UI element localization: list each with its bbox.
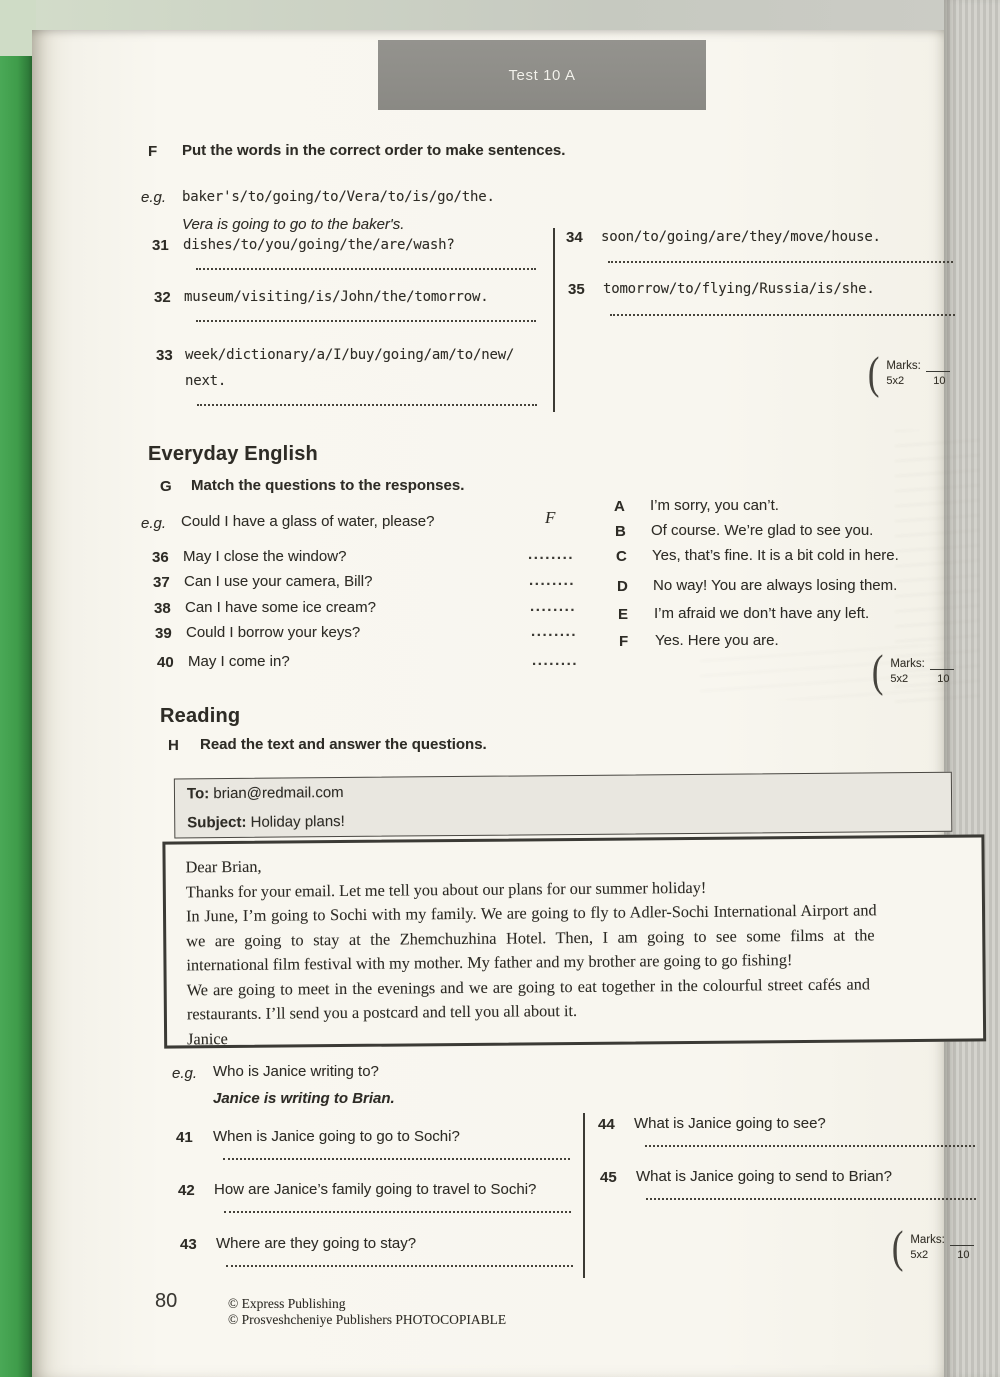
marks-blank bbox=[950, 1233, 974, 1246]
column-divider bbox=[583, 1113, 585, 1278]
response-text: I’m afraid we don’t have any left. bbox=[654, 605, 870, 622]
question-number: 39 bbox=[155, 625, 172, 642]
marks-formula: 5x2 bbox=[890, 672, 909, 685]
email-body-line: we are going to stay at the Zhemchuzhina Hotel. Then, I am going to see some films at the bbox=[186, 924, 875, 950]
bracket-icon: ( bbox=[871, 645, 884, 696]
email-signature: Janice bbox=[187, 1028, 228, 1048]
answer-line bbox=[646, 1198, 976, 1200]
answer-dots: ........ bbox=[528, 546, 575, 563]
answer-line bbox=[197, 404, 537, 406]
marks-box bbox=[866, 347, 951, 398]
response-text: Of course. We’re glad to see you. bbox=[651, 522, 874, 539]
email-to-row bbox=[187, 779, 939, 803]
answer-dots: ........ bbox=[529, 572, 576, 589]
response-letter: D bbox=[617, 578, 628, 595]
email-body-line: Thanks for your email. Let me tell you about our plans for our summer holiday! bbox=[185, 877, 707, 901]
marks-total: 10 bbox=[957, 1248, 970, 1261]
response-text: Yes, that’s fine. It is a bit cold in here. bbox=[652, 547, 899, 564]
item-number: 32 bbox=[154, 289, 171, 306]
example-label: e.g. bbox=[141, 515, 167, 532]
response-letter: B bbox=[615, 523, 626, 540]
question-text: When is Janice going to go to Sochi? bbox=[213, 1128, 460, 1145]
item-prompt-continued: next. bbox=[185, 373, 227, 389]
marks-label: Marks: bbox=[890, 657, 925, 670]
email-to-value: brian@redmail.com bbox=[213, 784, 344, 803]
marks-total: 10 bbox=[937, 672, 950, 685]
question-number: 37 bbox=[153, 574, 170, 591]
item-number: 33 bbox=[156, 347, 173, 364]
email-subject-label: Subject: bbox=[187, 813, 247, 832]
answer-dots: ........ bbox=[530, 598, 577, 615]
item-number: 35 bbox=[568, 281, 585, 298]
section-f-label: F bbox=[148, 143, 158, 160]
question-text: How are Janice’s family going to travel to Sochi? bbox=[214, 1181, 537, 1198]
response-text: Yes. Here you are. bbox=[655, 632, 779, 649]
example-prompt: baker's/to/going/to/Vera/to/is/go/the. bbox=[182, 189, 495, 205]
response-letter: F bbox=[619, 633, 629, 650]
marks-label: Marks: bbox=[886, 359, 921, 372]
item-prompt: soon/to/going/are/they/move/house. bbox=[601, 229, 881, 245]
item-number: 31 bbox=[152, 237, 169, 254]
example-question: Who is Janice writing to? bbox=[213, 1063, 379, 1080]
email-body-line: restaurants. I’ll send you a postcard and tell you all about it. bbox=[186, 1000, 578, 1024]
example-question: Could I have a glass of water, please? bbox=[181, 513, 435, 530]
column-divider bbox=[553, 228, 555, 412]
copyright-line: © Express Publishing bbox=[228, 1296, 346, 1311]
item-number: 34 bbox=[566, 229, 583, 246]
example-answer: Vera is going to go to the baker's. bbox=[182, 216, 405, 233]
question-text: Can I use your camera, Bill? bbox=[184, 573, 373, 590]
item-prompt: dishes/to/you/going/the/are/wash? bbox=[183, 237, 455, 253]
section-g-label: G bbox=[160, 478, 172, 495]
question-text: Can I have some ice cream? bbox=[185, 599, 376, 616]
item-prompt: tomorrow/to/flying/Russia/is/she. bbox=[603, 281, 875, 297]
answer-line bbox=[196, 268, 536, 270]
bracket-icon: ( bbox=[891, 1221, 904, 1272]
example-label: e.g. bbox=[141, 189, 167, 206]
answer-dots: ........ bbox=[532, 652, 579, 669]
question-text: Could I borrow your keys? bbox=[186, 624, 361, 641]
question-number: 42 bbox=[178, 1182, 195, 1199]
email-body bbox=[162, 834, 986, 1048]
section-h-instruction: Read the text and answer the questions. bbox=[200, 736, 487, 753]
marks-box bbox=[890, 1221, 975, 1272]
marks-blank bbox=[930, 657, 954, 670]
copyright-line: © Prosveshcheniye Publishers PHOTOCOPIABLE bbox=[228, 1312, 507, 1327]
answer-line bbox=[226, 1265, 573, 1267]
response-text: No way! You are always losing them. bbox=[653, 577, 898, 594]
question-number: 38 bbox=[154, 600, 171, 617]
answer-line bbox=[608, 261, 953, 263]
section-g-instruction: Match the questions to the responses. bbox=[191, 477, 465, 494]
page-number: 80 bbox=[155, 1290, 178, 1312]
example-answer: F bbox=[545, 508, 556, 527]
test-title-banner bbox=[378, 40, 706, 110]
answer-line bbox=[645, 1145, 975, 1147]
question-text: May I come in? bbox=[188, 653, 290, 670]
question-number: 45 bbox=[600, 1169, 617, 1186]
example-label: e.g. bbox=[172, 1065, 198, 1082]
email-body-line: international film festival with my mother. My father and my brother are going to go fishing! bbox=[186, 950, 793, 975]
response-letter: A bbox=[614, 498, 625, 515]
response-text: I’m sorry, you can’t. bbox=[650, 497, 779, 514]
marks-formula: 5x2 bbox=[910, 1248, 929, 1261]
section-heading: Everyday English bbox=[148, 443, 318, 465]
question-number: 41 bbox=[176, 1129, 193, 1146]
email-body-line: Dear Brian, bbox=[185, 856, 262, 877]
question-number: 43 bbox=[180, 1236, 197, 1253]
email-header bbox=[174, 772, 952, 839]
marks-label: Marks: bbox=[910, 1233, 945, 1246]
email-subject-value: Holiday plans! bbox=[250, 812, 345, 831]
question-number: 40 bbox=[157, 654, 174, 671]
response-letter: C bbox=[616, 548, 627, 565]
email-body-line: In June, I’m going to Sochi with my family. We are going to fly to Adler-Sochi International Airport and bbox=[185, 900, 877, 926]
answer-line bbox=[224, 1211, 571, 1213]
scan-background-top bbox=[0, 0, 1000, 34]
question-text: Where are they going to stay? bbox=[216, 1235, 417, 1252]
item-prompt: museum/visiting/is/John/the/tomorrow. bbox=[184, 289, 489, 305]
bracket-icon: ( bbox=[867, 347, 880, 398]
section-f-instruction: Put the words in the correct order to make sentences. bbox=[182, 142, 566, 159]
marks-total: 10 bbox=[933, 374, 946, 387]
answer-dots: ........ bbox=[531, 623, 578, 640]
answer-line bbox=[223, 1158, 570, 1160]
question-number: 44 bbox=[598, 1116, 615, 1133]
question-text: What is Janice going to see? bbox=[634, 1115, 826, 1132]
marks-blank bbox=[926, 359, 950, 372]
marks-formula: 5x2 bbox=[886, 374, 905, 387]
answer-line bbox=[196, 320, 536, 322]
book-cover-edge bbox=[0, 56, 32, 1377]
answer-line bbox=[610, 314, 955, 316]
section-h-label: H bbox=[168, 737, 179, 754]
question-number: 36 bbox=[152, 549, 169, 566]
email-subject-row bbox=[187, 808, 939, 832]
example-answer: Janice is writing to Brian. bbox=[213, 1090, 395, 1107]
question-text: May I close the window? bbox=[183, 548, 347, 565]
test-title: Test 10 A bbox=[508, 66, 576, 84]
section-heading: Reading bbox=[160, 705, 241, 727]
marks-box bbox=[870, 645, 955, 696]
item-prompt: week/dictionary/a/I/buy/going/am/to/new/ bbox=[185, 347, 515, 363]
email-body-line: We are going to meet in the evenings and we are going to eat together in the colourful street cafés and bbox=[186, 973, 871, 999]
email-to-label: To: bbox=[186, 785, 210, 803]
question-text: What is Janice going to send to Brian? bbox=[636, 1168, 892, 1185]
email-card bbox=[162, 769, 986, 1048]
response-letter: E bbox=[618, 606, 629, 623]
